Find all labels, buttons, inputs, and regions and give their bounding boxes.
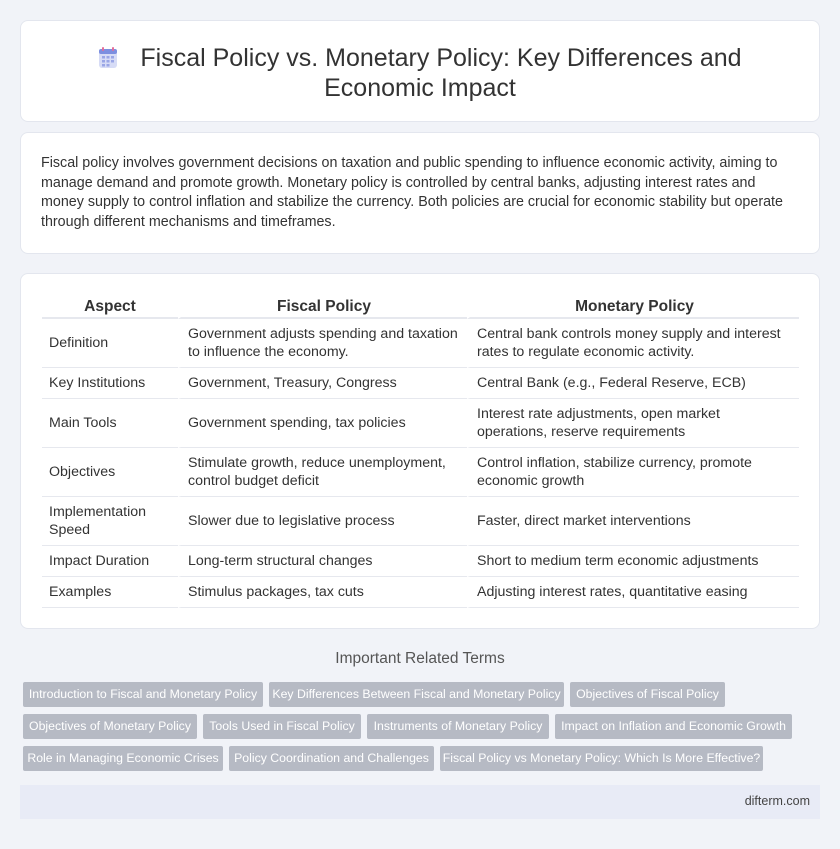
header-aspect: Aspect — [42, 294, 178, 319]
table-row — [42, 319, 799, 368]
monetary-cell: Faster, direct market interventions — [467, 497, 799, 546]
related-term-link[interactable]: Key Differences Between Fiscal and Monetary Policy — [269, 682, 564, 707]
calendar-grid-icon — [98, 46, 118, 68]
related-term-link[interactable]: Instruments of Monetary Policy — [367, 714, 549, 739]
fiscal-cell: Stimulus packages, tax cuts — [178, 577, 467, 608]
fiscal-cell: Long-term structural changes — [178, 546, 467, 577]
page-title-text: Fiscal Policy vs. Monetary Policy: Key Differences and Economic Impact — [140, 44, 742, 102]
related-term-link[interactable]: Objectives of Fiscal Policy — [570, 682, 725, 707]
monetary-cell: Central bank controls money supply and interest rates to regulate economic activity. — [467, 319, 799, 368]
fiscal-cell: Stimulate growth, reduce unemployment, control budget deficit — [178, 448, 467, 497]
related-terms-title: Important Related Terms — [335, 650, 505, 667]
monetary-cell: Adjusting interest rates, quantitative easing — [467, 577, 799, 608]
monetary-cell: Central Bank (e.g., Federal Reserve, ECB) — [467, 368, 799, 399]
header-fiscal-policy: Fiscal Policy — [178, 294, 467, 319]
table-row — [42, 497, 799, 546]
page-title — [51, 43, 789, 103]
aspect-cell: Implementation Speed — [42, 497, 178, 546]
fiscal-cell: Government spending, tax policies — [178, 399, 467, 448]
header-monetary-policy: Monetary Policy — [467, 294, 799, 319]
aspect-cell: Main Tools — [42, 399, 178, 448]
table-row — [42, 399, 799, 448]
monetary-cell: Control inflation, stabilize currency, promote economic growth — [467, 448, 799, 497]
aspect-cell: Definition — [42, 319, 178, 368]
related-term-link[interactable]: Impact on Inflation and Economic Growth — [555, 714, 792, 739]
header-card — [20, 20, 820, 122]
table-row — [42, 368, 799, 399]
related-term-link[interactable]: Role in Managing Economic Crises — [23, 746, 223, 771]
table-row — [42, 577, 799, 608]
aspect-cell: Key Institutions — [42, 368, 178, 399]
monetary-cell: Short to medium term economic adjustments — [467, 546, 799, 577]
aspect-cell: Objectives — [42, 448, 178, 497]
related-term-link[interactable]: Tools Used in Fiscal Policy — [203, 714, 361, 739]
table-row — [42, 546, 799, 577]
related-term-link[interactable]: Objectives of Monetary Policy — [23, 714, 197, 739]
monetary-cell: Interest rate adjustments, open market operations, reserve requirements — [467, 399, 799, 448]
footer-brand: difterm.com — [744, 794, 810, 808]
fiscal-cell: Slower due to legislative process — [178, 497, 467, 546]
aspect-cell: Examples — [42, 577, 178, 608]
footer-bar — [20, 785, 820, 819]
fiscal-cell: Government, Treasury, Congress — [178, 368, 467, 399]
intro-text: Fiscal policy involves government decisions on taxation and public spending to influence economic activity, aiming to manage demand and promote growth. Monetary policy is controlled by central banks, adjusting interest rates and money supply to control inflation and stabilize the currency. Both policies are crucial for economic stability but operate through different mechanisms and timeframes. — [41, 155, 783, 230]
comparison-card — [20, 273, 820, 629]
related-term-link[interactable]: Fiscal Policy vs Monetary Policy: Which Is More Effective? — [440, 746, 763, 771]
comparison-table — [42, 294, 799, 608]
table-header-row — [42, 294, 799, 319]
related-term-link[interactable]: Introduction to Fiscal and Monetary Policy — [23, 682, 263, 707]
table-row — [42, 448, 799, 497]
aspect-cell: Impact Duration — [42, 546, 178, 577]
fiscal-cell: Government adjusts spending and taxation to influence the economy. — [178, 319, 467, 368]
related-term-link[interactable]: Policy Coordination and Challenges — [229, 746, 434, 771]
intro-card — [20, 132, 820, 254]
